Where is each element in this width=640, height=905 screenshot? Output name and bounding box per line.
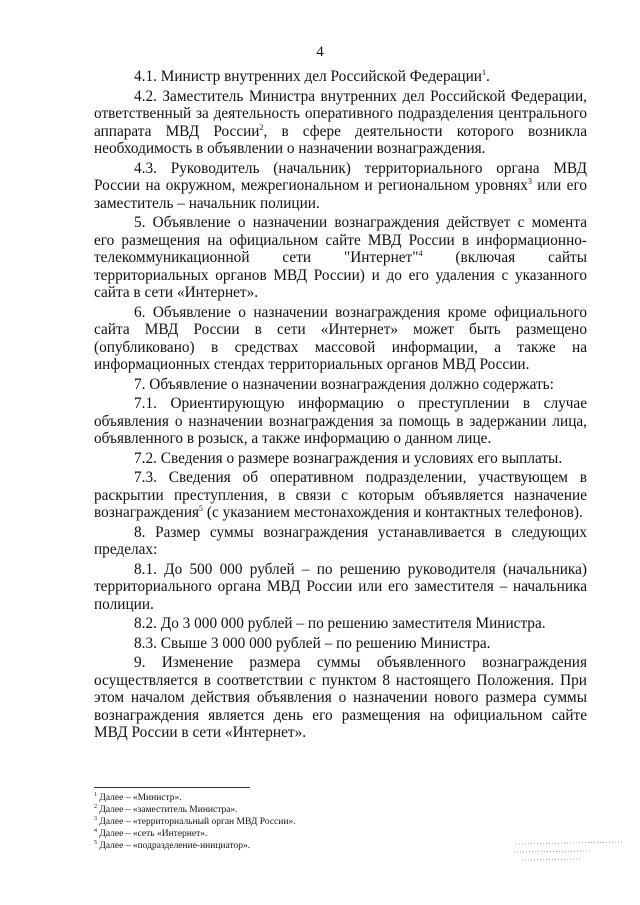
paragraph-7-1: 7.1. Ориентирующую информацию о преступлении в случае объявления о назначении вознаграждения за помощь в задержании лица, объявленного в розыск, а также информацию о данном лице. xyxy=(94,395,587,447)
footnote-ref-3: 3 xyxy=(527,176,532,186)
paragraph-4-1: 4.1. Министр внутренних дел Российской Федерации$^1$. xyxy=(134,67,490,85)
footnote-ref-2: 2 xyxy=(259,122,264,132)
paragraph-8-2: 8.2. До 3 000 000 рублей – по решению заместителя Министра. xyxy=(134,615,546,632)
footnotes xyxy=(94,792,296,852)
paragraph-9: 9. Изменение размера суммы объявленного вознаграждения осуществляется в соответствии с пунктом 8 настоящего Положения. При этом началом действия объявления о назначении нового размера суммы вознаграждения является день его размещения на официальном сайте МВД России в сети «Интернет». xyxy=(94,654,587,741)
paragraph-6: 6. Объявление о назначении вознаграждения кроме официального сайта МВД России в сети «Интернет» может быть размещено (опубликовано) в средствах массовой информации, а также на информационных стендах территориальных органов МВД России. xyxy=(94,303,587,373)
footnote-5: $^5$ Далее – «подразделение-инициатор». xyxy=(94,839,251,851)
paragraph-7: 7. Объявление о назначении вознаграждения должно содержать: xyxy=(134,375,554,393)
paragraph-7-3: 7.3. Сведения об оперативном подразделении, участвующем в раскрытии преступления, в связи с которым объявляется назначение вознаграждения$^5$ (с указанием местонахождения и контактных телефонов). xyxy=(94,469,587,521)
footnote-divider xyxy=(94,787,250,788)
footnote-ref-4: 4 xyxy=(418,248,423,258)
paragraph-7-2: 7.2. Сведения о размере вознаграждения и условиях его выплаты. xyxy=(134,449,563,467)
paragraph-8-1: 8.1. До 500 000 рублей – по решению руководителя (начальника) территориального органа МВД России или его заместителя – начальника полиции. xyxy=(94,560,587,613)
footnote-2: $^2$ Далее – «заместитель Министра». xyxy=(94,803,238,815)
footnote-3: $^3$ Далее – «территориальный орган МВД России». xyxy=(94,815,296,827)
document-body xyxy=(94,68,587,742)
paragraph-8: 8. Размер суммы вознаграждения устанавливается в следующих пределах: xyxy=(94,523,587,558)
footnote-1: $^1$ Далее – «Министр». xyxy=(94,791,182,803)
page-number: 4 xyxy=(316,44,324,60)
scan-noise-marks xyxy=(512,840,630,870)
paragraph-5: 5. Объявление о назначении вознаграждения действует с момента его размещения на официальном сайте МВД России в информационно-телекоммуникационной сети "Интернет"$^4$ (включая сайты территориальных органов МВД России) и до его удаления с указанного сайта в сети «Интернет». xyxy=(94,214,587,301)
footnote-ref-1: 1 xyxy=(481,67,486,77)
footnote-4: $^4$ Далее – «сеть «Интернет». xyxy=(94,827,208,839)
paragraph-8-3: 8.3. Свыше 3 000 000 рублей – по решению Министра. xyxy=(134,634,491,652)
paragraph-4-2: 4.2. Заместитель Министра внутренних дел Российской Федерации, ответственный за деятельность оперативного подразделения центрального аппарата МВД России$^2$, в сфере деятельности которого возникла необходимость в объявлении о назначении вознаграждения. xyxy=(94,87,587,157)
paragraph-4-3: 4.3. Руководитель (начальник) территориального органа МВД России на окружном, межрегиональном и региональном уровнях$^3$ или его заместитель – начальник полиции. xyxy=(94,159,587,212)
footnote-ref-5: 5 xyxy=(199,503,204,513)
